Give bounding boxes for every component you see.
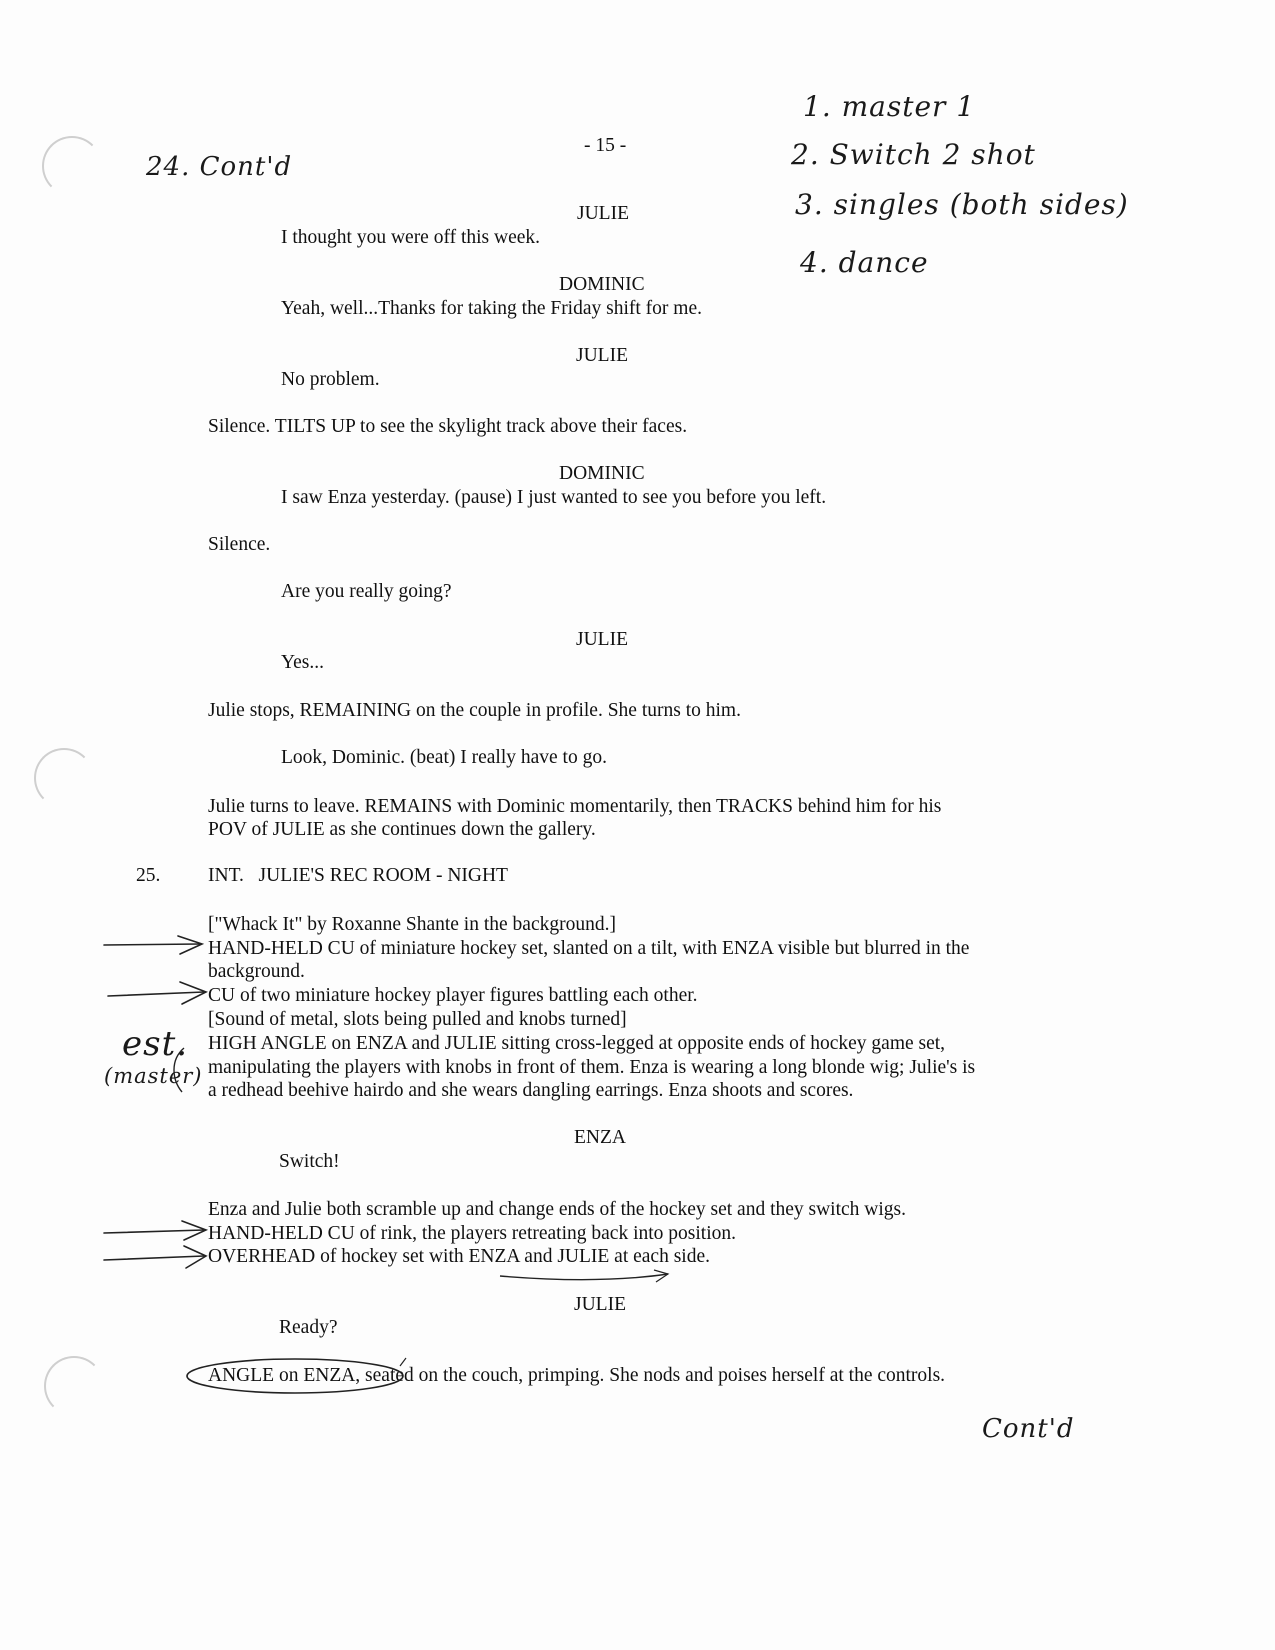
- dialogue-line: Yeah, well...Thanks for taking the Friday shift for me.: [281, 298, 702, 319]
- dialogue-line: Look, Dominic. (beat) I really have to go.: [281, 747, 607, 768]
- scene-number: 25.: [136, 865, 161, 886]
- dialogue-line: Are you really going?: [281, 581, 452, 602]
- dialogue-line: I saw Enza yesterday. (pause) I just wanted to see you before you left.: [281, 487, 827, 508]
- dialogue-line: Yes...: [281, 652, 324, 673]
- action-line: POV of JULIE as she continues down the gallery.: [208, 819, 596, 840]
- handwritten-shot-list-item: 2. Switch 2 shot: [791, 138, 1036, 171]
- dialogue-line: No problem.: [281, 369, 380, 390]
- handwritten-underline: [500, 1274, 668, 1280]
- action-line: Julie stops, REMAINING on the couple in profile. She turns to him.: [208, 700, 741, 721]
- action-line: OVERHEAD of hockey set with ENZA and JULIE at each side.: [208, 1246, 711, 1267]
- character-name: DOMINIC: [559, 463, 645, 484]
- action-line: CU of two miniature hockey player figures battling each other.: [208, 985, 698, 1006]
- action-line: a redhead beehive hairdo and she wears dangling earrings. Enza shoots and scores.: [208, 1080, 854, 1101]
- handwritten-shot-list-item: 3. singles (both sides): [795, 188, 1129, 221]
- handwritten-tick: [400, 1358, 406, 1366]
- action-line: HIGH ANGLE on ENZA and JULIE sitting cross-legged at opposite ends of hockey game set,: [208, 1033, 946, 1054]
- handwritten-circle: [187, 1359, 403, 1393]
- scene-heading: INT. JULIE'S REC ROOM - NIGHT: [208, 865, 508, 886]
- action-line: ANGLE on ENZA, seated on the couch, primping. She nods and poises herself at the controls.: [208, 1365, 946, 1386]
- dialogue-line: I thought you were off this week.: [281, 227, 541, 248]
- handwritten-shot-list-item: 1. master 1: [803, 90, 976, 123]
- handwritten-arrow-icon: [104, 1246, 206, 1268]
- action-line: Julie turns to leave. REMAINS with Dominic momentarily, then TRACKS behind him for his: [208, 796, 942, 817]
- action-line: manipulating the players with knobs in front of them. Enza is wearing a long blonde wig; Julie's is: [208, 1057, 976, 1078]
- handwritten-bottom-contd: Cont'd: [982, 1414, 1075, 1444]
- handwritten-arrow-icon: [108, 982, 206, 1004]
- character-name: JULIE: [576, 629, 628, 650]
- handwritten-arrow-icon: [104, 936, 202, 954]
- handwritten-est: est.: [122, 1024, 189, 1064]
- handwritten-scene-contd: 24. Cont'd: [146, 152, 293, 182]
- action-line: ["Whack It" by Roxanne Shante in the background.]: [208, 914, 616, 935]
- action-line: Silence.: [208, 534, 271, 555]
- dialogue-line: Ready?: [279, 1317, 338, 1338]
- action-line: HAND-HELD CU of miniature hockey set, slanted on a tilt, with ENZA visible but blurred in the: [208, 938, 970, 959]
- handwritten-bracket: [174, 1048, 184, 1092]
- action-line: HAND-HELD CU of rink, the players retreating back into position.: [208, 1223, 737, 1244]
- character-name: JULIE: [577, 203, 629, 224]
- character-name: JULIE: [576, 345, 628, 366]
- handwritten-master: (master): [104, 1064, 203, 1088]
- handwritten-shot-list-item: 4. dance: [800, 246, 929, 279]
- action-line: background.: [208, 961, 305, 982]
- character-name: DOMINIC: [559, 274, 645, 295]
- character-name: ENZA: [574, 1127, 626, 1148]
- dialogue-line: Switch!: [279, 1151, 340, 1172]
- action-line: Silence. TILTS UP to see the skylight track above their faces.: [208, 416, 688, 437]
- character-name: JULIE: [574, 1294, 626, 1315]
- action-line: Enza and Julie both scramble up and change ends of the hockey set and they switch wigs.: [208, 1199, 907, 1220]
- page-number: - 15 -: [584, 135, 627, 156]
- handwritten-arrow-icon: [104, 1221, 206, 1240]
- action-line: [Sound of metal, slots being pulled and knobs turned]: [208, 1009, 627, 1030]
